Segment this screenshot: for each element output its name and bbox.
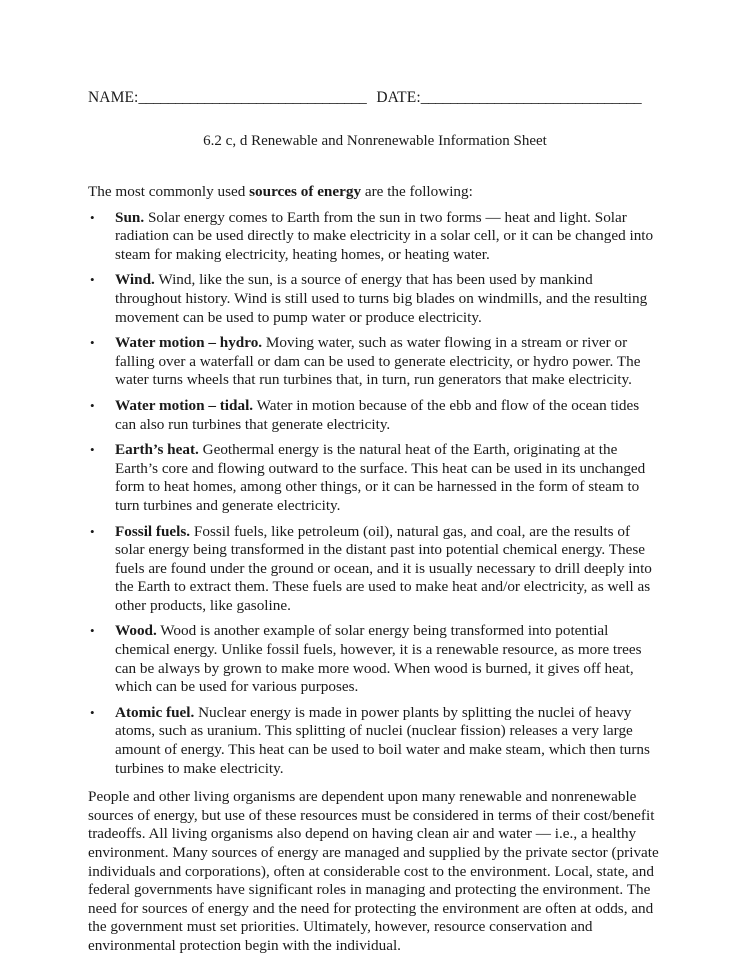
list-item [88, 441, 663, 515]
intro-text-before: The most commonly used [88, 183, 250, 200]
source-term: Earth’s heat. [115, 441, 199, 459]
page-title: 6.2 c, d Renewable and Nonrenewable Information Sheet [203, 133, 547, 149]
source-term: Sun. [115, 208, 145, 226]
list-item [88, 397, 663, 434]
source-term: Atomic fuel. [115, 703, 195, 721]
bullet-icon: • [90, 523, 95, 539]
list-item [88, 704, 663, 778]
source-description: Nuclear energy is made in power plants by splitting the nuclei of heavy atoms, such as uranium. This splitting of nuclei (nuclear fission) releases a very large amount of energy. This heat can be used to boil water and make steam, which then turns turbines to make electricity. [115, 703, 650, 777]
source-description: Geothermal energy is the natural heat of the Earth, originating at the Earth’s core and flowing outward to the surface. This heat can be used in its unchanged form to heat homes, among other things, or it can be harnessed in the form of steam to turn turbines and generate electricity. [115, 441, 646, 514]
source-term: Fossil fuels. [115, 522, 191, 540]
list-item [88, 334, 663, 390]
source-description: Water in motion because of the ebb and flow of the ocean tides can also run turbines that generate electricity. [115, 396, 640, 433]
date-write-in-rule: ______________________________ [420, 89, 642, 106]
list-item [88, 271, 663, 327]
list-item [88, 622, 663, 696]
source-description: Fossil fuels, like petroleum (oil), natural gas, and coal, are the results of solar energy being transformed in the distant past into potential chemical energy. These fuels are found under the ground or ocean, and it is usually necessary to drill deeply into the Earth to extract them. These fuels are used to make heat and/or electricity, as well as other products, like gasoline. [115, 522, 652, 614]
closing-paragraph: People and other living organisms are dependent upon many renewable and nonrenewable sources of energy, but use of these resources must be considered in terms of their cost/benefit tradeoffs. All living organisms also depend on having clean air and water — i.e., a healthy environment. Many sources of energy are managed and supplied by the private sector (private individuals and corporations), often at considerable cost to the environment. Local, state, and federal governments have significant roles in managing and protecting the environment. The need for sources of energy and the need for protecting the environment are often at odds, and the government must set priorities. Ultimately, however, resource conservation and environmental protection begin with the individual. [88, 788, 659, 954]
bullet-icon: • [90, 704, 95, 720]
source-term: Wood. [115, 622, 157, 640]
name-write-in-rule: _______________________________ [138, 89, 367, 106]
intro-emphasis: sources of energy [249, 183, 362, 200]
source-description: Solar energy comes to Earth from the sun in two forms — heat and light. Solar radiation can be used directly to make electricity in a solar cell, or it can be changed into steam for making electricity, heating homes, or heating water. [115, 208, 654, 263]
document-body [88, 183, 663, 956]
source-term: Water motion – tidal. [115, 396, 254, 414]
energy-sources-list [88, 209, 663, 779]
list-item [88, 523, 663, 616]
source-description: Moving water, such as water flowing in a stream or river or falling over a waterfall or dam can be used to generate electricity, or hydro power. The water turns wheels that run turbines that, in turn, run generators that make electricity. [115, 334, 641, 389]
bullet-icon: • [90, 623, 95, 639]
intro-paragraph [88, 183, 663, 202]
source-description: Wind, like the sun, is a source of energy that has been used by mankind throughout history. Wind is still used to turns big blades on windmills, and the resulting movement can be used to pump water or produce electricity. [115, 271, 648, 326]
bullet-icon: • [90, 335, 95, 351]
source-term: Water motion – hydro. [115, 334, 263, 352]
date-label: DATE: [376, 89, 421, 106]
name-date-header [88, 88, 668, 108]
bullet-icon: • [90, 442, 95, 458]
intro-text-after: are the following: [361, 183, 473, 200]
name-label: NAME: [88, 89, 139, 106]
source-term: Wind. [115, 271, 155, 289]
source-description: Wood is another example of solar energy being transformed into potential chemical energy. Unlike fossil fuels, however, it is a renewable resource, as more trees can be always by grown to make more wood. When wood is burned, it gives off heat, which can be used for various purposes. [115, 622, 642, 696]
bullet-icon: • [90, 272, 95, 288]
bullet-icon: • [90, 209, 95, 225]
bullet-icon: • [90, 397, 95, 413]
list-item [88, 209, 663, 265]
